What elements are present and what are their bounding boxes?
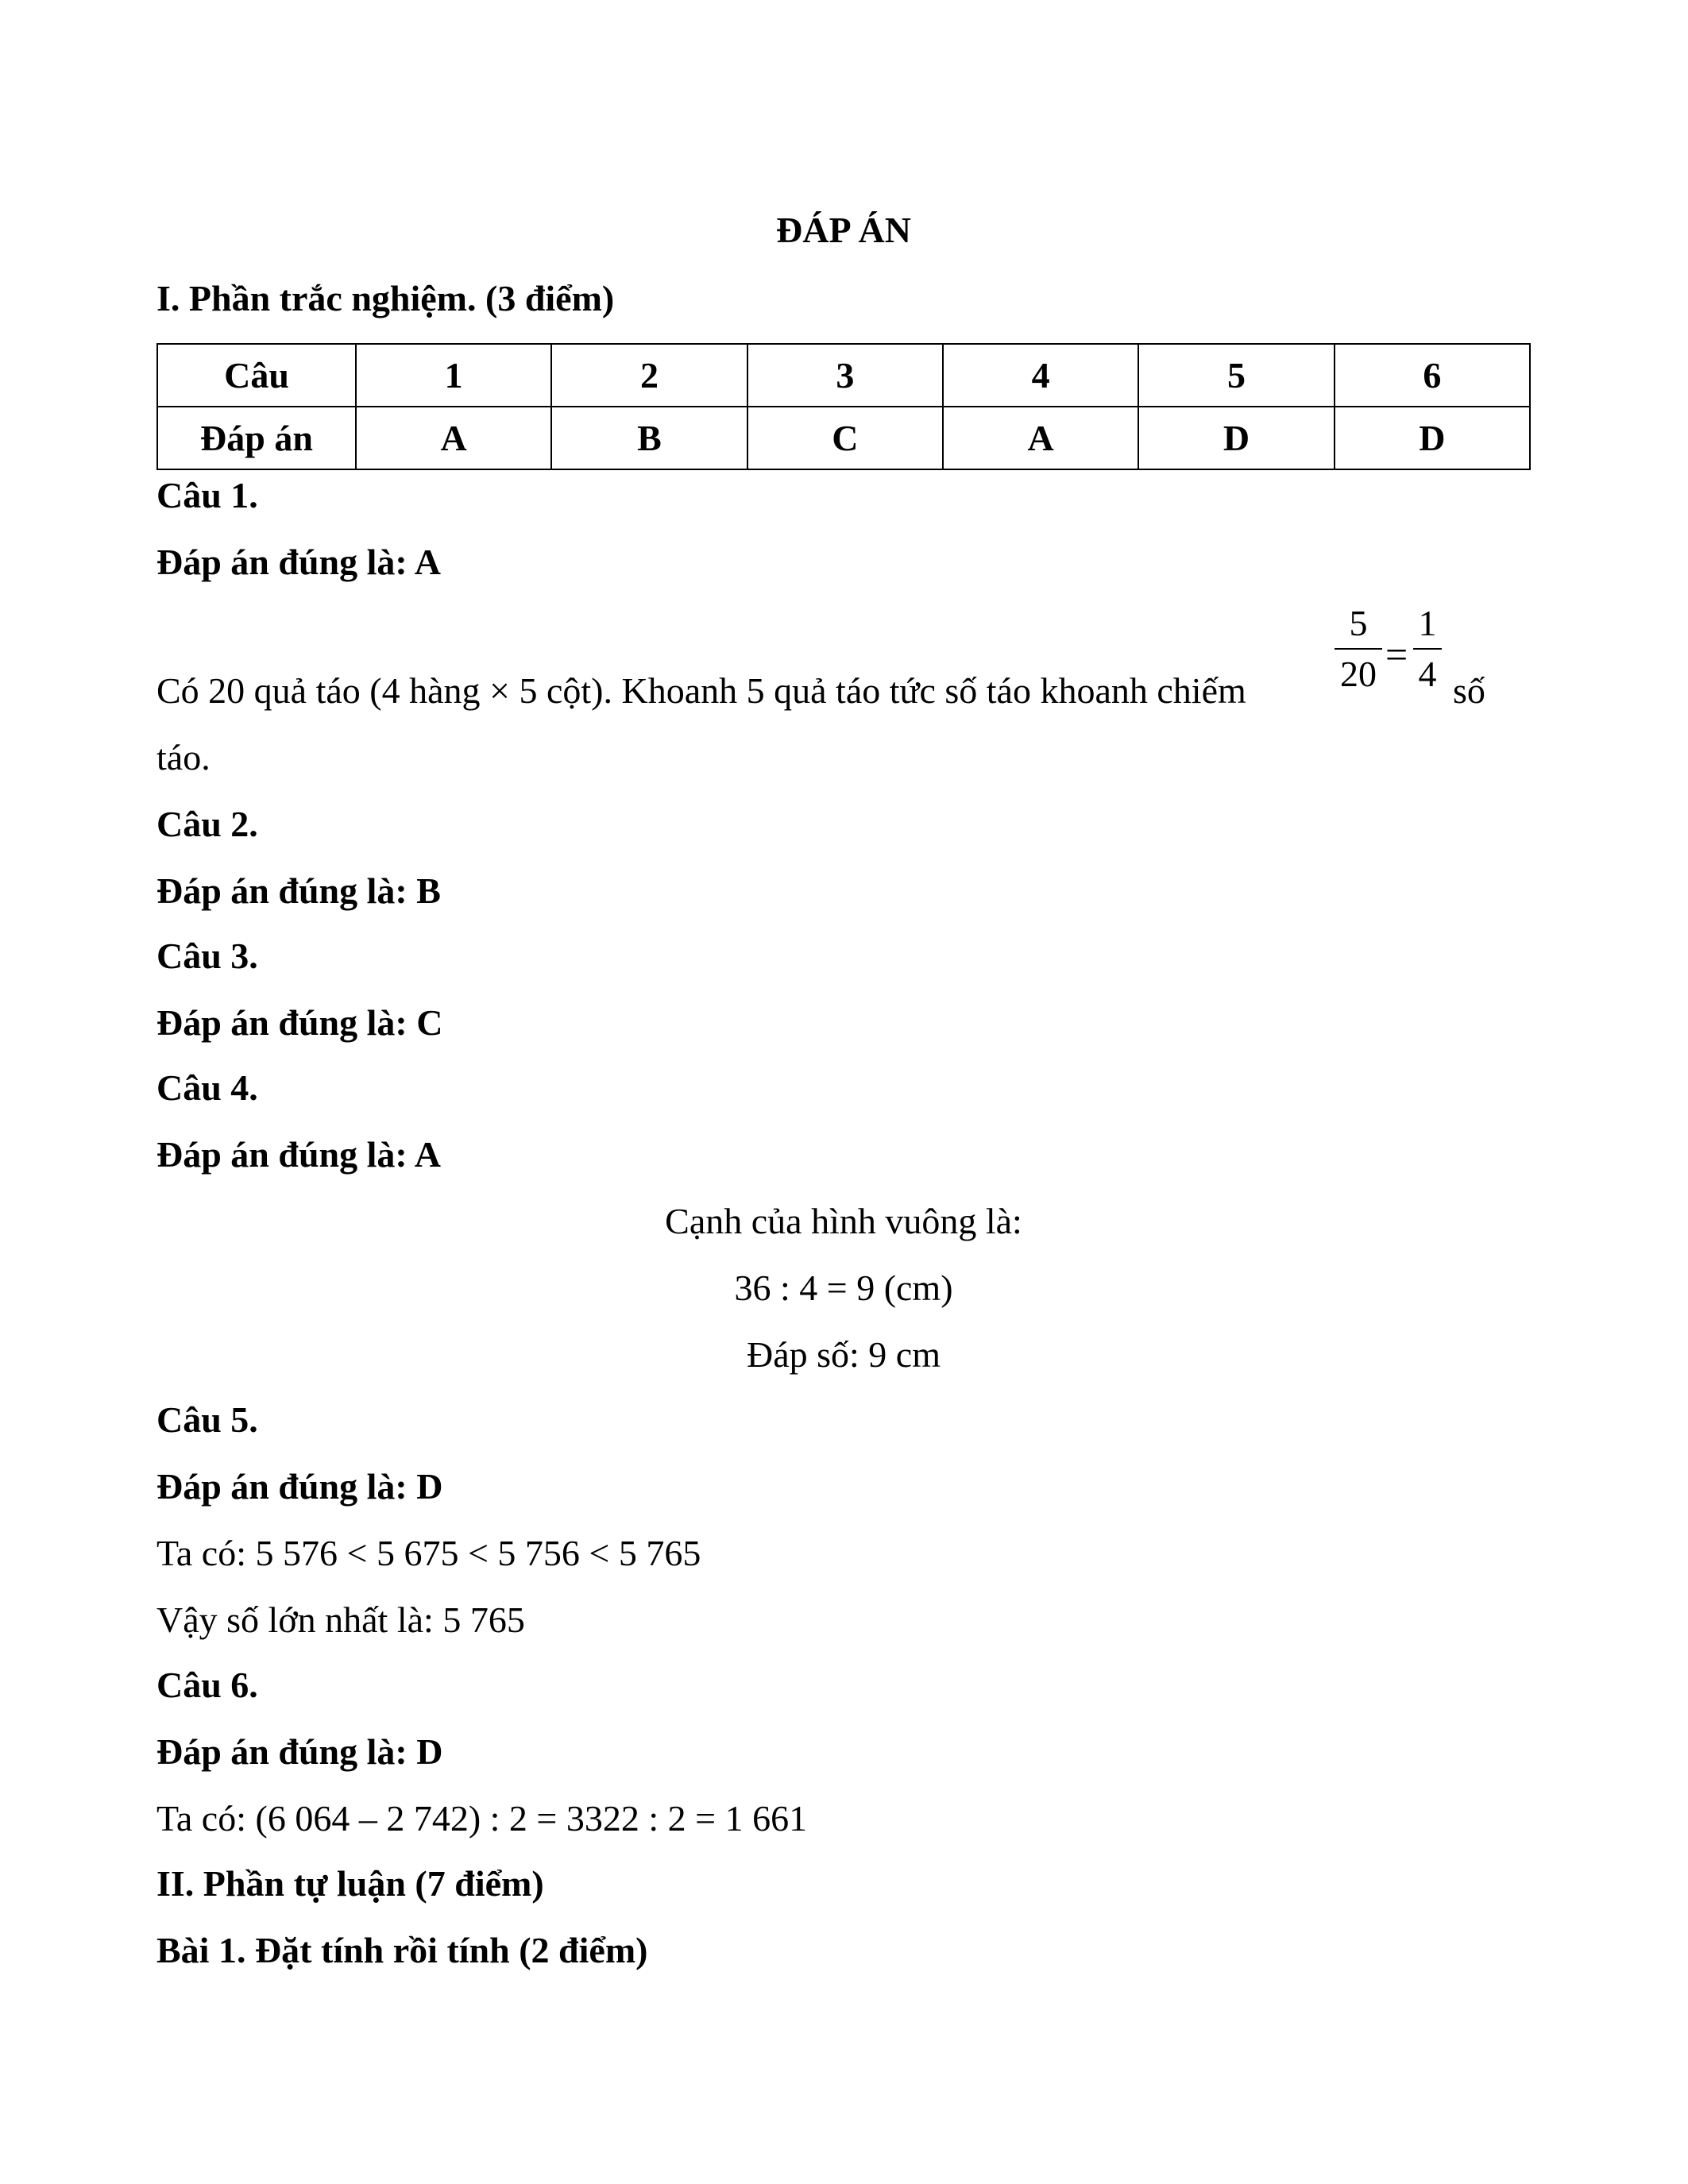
q6-answer: Đáp án đúng là: D: [156, 1731, 443, 1772]
q5-line2: Vậy số lớn nhất là: 5 765: [156, 1599, 525, 1640]
table-cell: 4: [943, 344, 1138, 407]
q1-text-after: số: [1453, 670, 1485, 711]
q3-title: Câu 3.: [156, 936, 258, 976]
table-cell: 6: [1335, 344, 1530, 407]
fraction-bar: [1335, 648, 1382, 650]
table-row-label: Câu: [157, 344, 356, 407]
table-row: [157, 344, 1530, 407]
fraction-numerator: 5: [1349, 603, 1368, 643]
q6-line1: Ta có: (6 064 – 2 742) : 2 = 3322 : 2 = 1 661: [156, 1798, 808, 1839]
bai1-heading: Bài 1. Đặt tính rồi tính (2 điểm): [156, 1930, 648, 1970]
q4-answer: Đáp án đúng là: A: [156, 1134, 441, 1175]
q4-title: Câu 4.: [156, 1067, 258, 1108]
table-cell: 2: [551, 344, 747, 407]
equals-sign: =: [1385, 632, 1408, 677]
q5-title: Câu 5.: [156, 1399, 258, 1440]
table-cell: C: [747, 407, 943, 469]
fraction-5-20: [1335, 604, 1382, 694]
table-cell: B: [551, 407, 747, 469]
document-title: ĐÁP ÁN: [776, 210, 911, 250]
q4-line2: 36 : 4 = 9 (cm): [734, 1268, 953, 1308]
section2-heading: II. Phần tự luận (7 điểm): [156, 1863, 544, 1904]
q6-title: Câu 6.: [156, 1665, 258, 1705]
q4-line1: Cạnh của hình vuông là:: [665, 1201, 1022, 1241]
q4-line3: Đáp số: 9 cm: [746, 1334, 941, 1375]
table-row: [157, 407, 1530, 469]
fraction-1-4: [1413, 604, 1442, 694]
q5-line1: Ta có: 5 576 < 5 675 < 5 756 < 5 765: [156, 1533, 701, 1573]
table-cell: D: [1138, 407, 1334, 469]
fraction-denominator: 4: [1418, 654, 1437, 694]
q2-title: Câu 2.: [156, 804, 258, 844]
table-cell: A: [943, 407, 1138, 469]
fraction-denominator: 20: [1340, 654, 1377, 694]
q1-text-cont: táo.: [156, 737, 211, 778]
table-cell: D: [1335, 407, 1530, 469]
q5-answer: Đáp án đúng là: D: [156, 1466, 443, 1507]
table-cell: A: [356, 407, 551, 469]
q1-answer: Đáp án đúng là: A: [156, 542, 441, 582]
q2-answer: Đáp án đúng là: B: [156, 870, 441, 911]
fraction-bar: [1413, 648, 1442, 650]
q1-title: Câu 1.: [156, 475, 258, 515]
table-cell: 5: [1138, 344, 1334, 407]
fraction-numerator: 1: [1418, 603, 1437, 643]
table-cell: 3: [747, 344, 943, 407]
answer-table: [156, 343, 1531, 470]
table-cell: 1: [356, 344, 551, 407]
section1-heading: I. Phần trắc nghiệm. (3 điểm): [156, 278, 615, 318]
q1-text: Có 20 quả táo (4 hàng × 5 cột). Khoanh 5 quả táo tức số táo khoanh chiếm: [156, 670, 1246, 711]
q3-answer: Đáp án đúng là: C: [156, 1002, 443, 1043]
table-row-label: Đáp án: [157, 407, 356, 469]
